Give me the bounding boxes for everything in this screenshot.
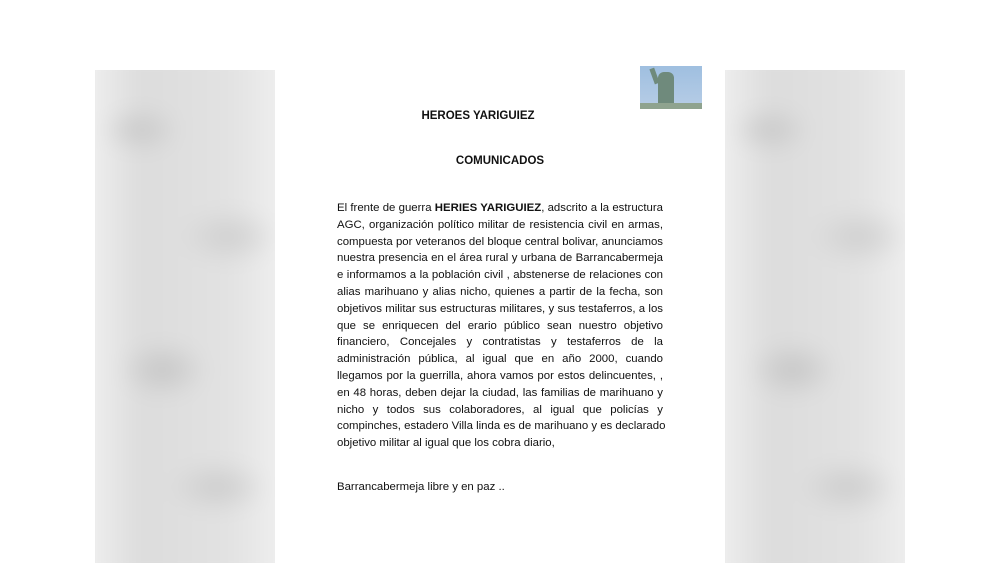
blurred-background-right: [725, 70, 905, 563]
body-line: nicho y todos sus colaboradores, al igual que policías y: [337, 403, 663, 416]
statue-photo: [640, 66, 702, 109]
group-name: HERIES YARIGUIEZ: [434, 202, 542, 214]
body-line: que se enriquecen del erario público sean nuestro objetivo: [337, 319, 663, 332]
body-line: objetivo militar al igual que los cobra diario,: [337, 437, 555, 450]
document-body: [337, 200, 666, 452]
body-line: alias marihuano y alias nicho, quienes a partir de la fecha, son: [337, 285, 663, 298]
body-line: financiero, Concejales y contratistas y testaferros de la: [337, 336, 663, 349]
body-line: compinches, estadero Villa linda es de marihuano y es declarado: [337, 420, 666, 433]
body-line: llegamos por la guerrilla, ahora vamos por estos delincuentes, ,: [337, 369, 663, 382]
body-line: nuestra presencia en el área rural y urbana de Barrancabermeja: [337, 252, 663, 265]
body-line: objetivos militar sus estructuras militares, y sus testaferros, a los: [337, 302, 663, 315]
body-line: [337, 200, 663, 217]
closing-line: Barrancabermeja libre y en paz ..: [337, 481, 505, 493]
document-subtitle: COMUNICADOS: [455, 155, 545, 167]
body-line: AGC, organización político militar de resistencia civil en armas,: [337, 218, 663, 231]
body-line: compuesta por veteranos del bloque central bolivar, anunciamos: [337, 235, 663, 248]
body-text: El frente de guerra: [337, 202, 435, 214]
body-line: en 48 horas, deben dejar la ciudad, las familias de marihuano y: [337, 386, 663, 399]
body-text: , adscrito a la estructura: [541, 202, 663, 214]
blurred-background-left: [95, 70, 275, 563]
document-title: HEROES YARIGUIEZ: [421, 110, 535, 122]
body-line: administración pública, al igual que en año 2000, cuando: [337, 353, 663, 366]
body-line: e informamos a la población civil , abstenerse de relaciones con: [337, 269, 663, 282]
